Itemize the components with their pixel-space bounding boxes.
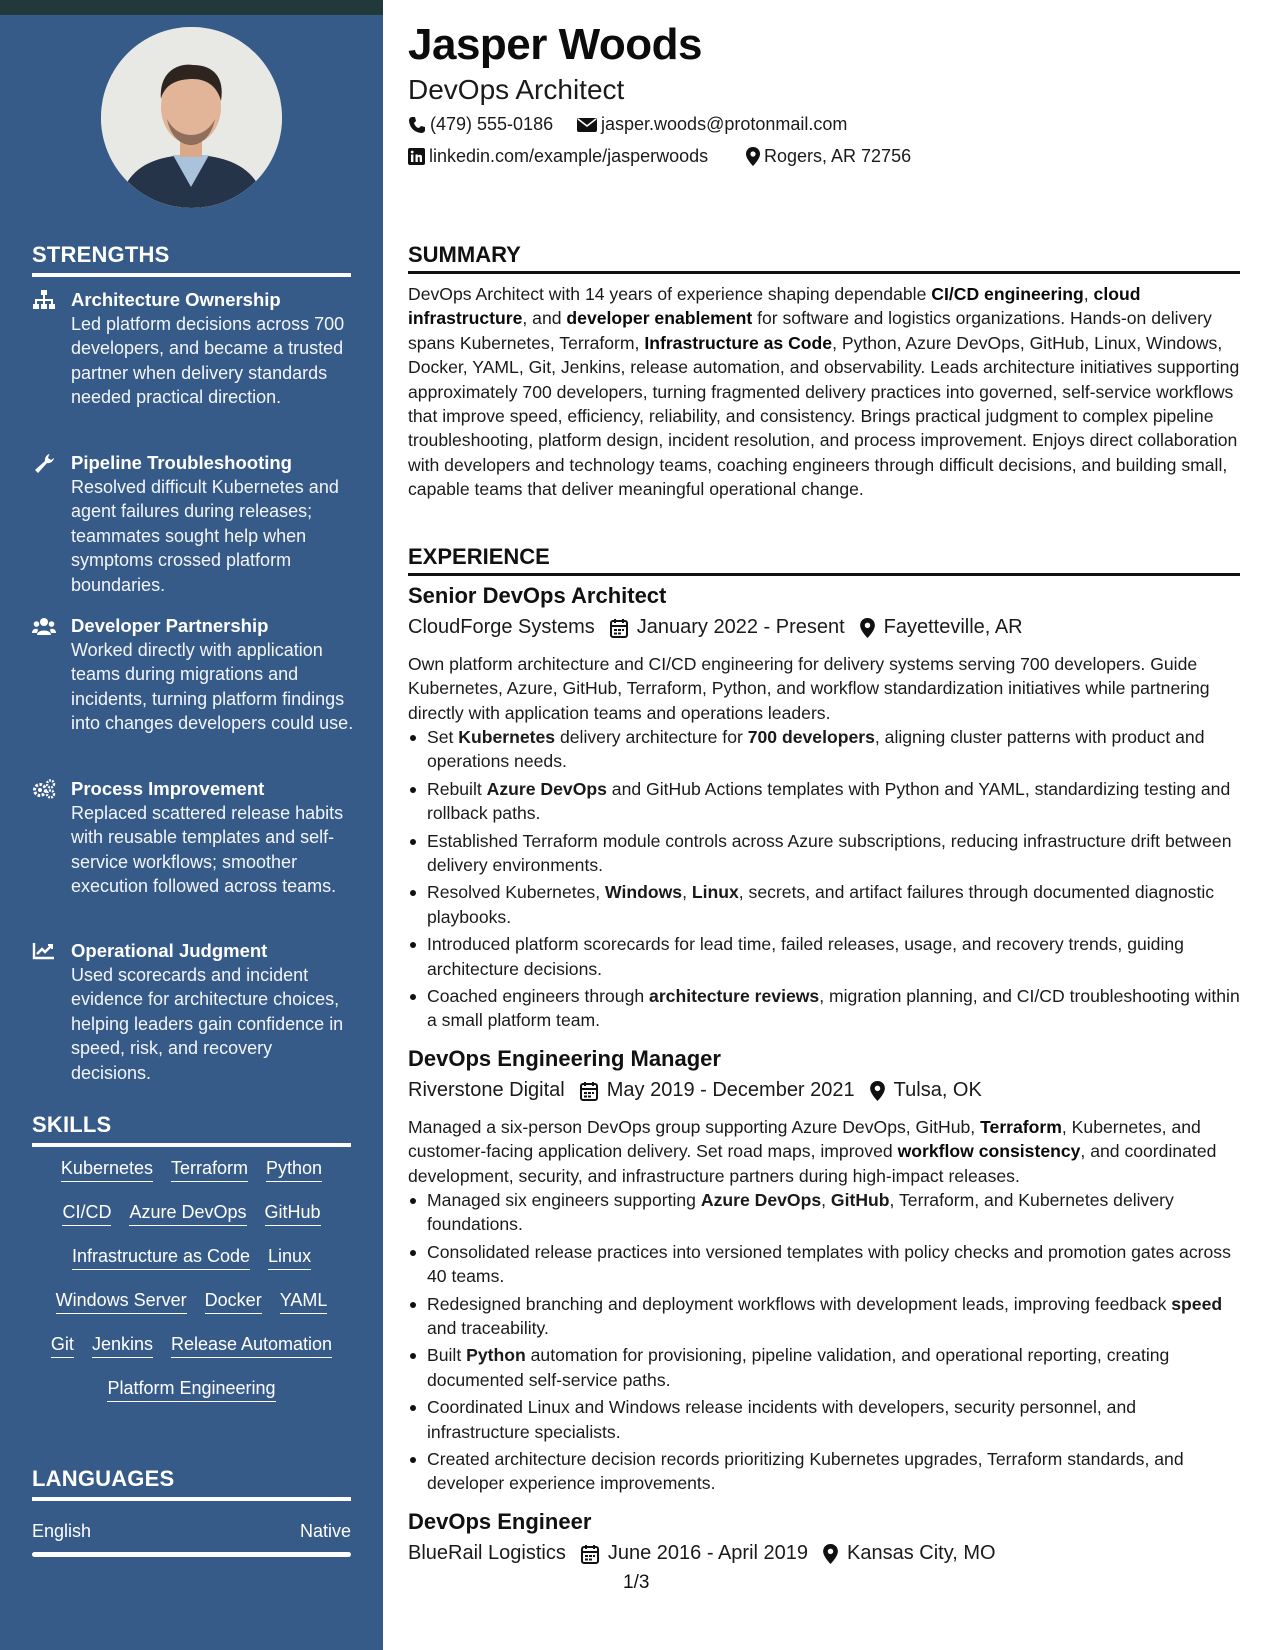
- users-icon: [32, 616, 56, 636]
- job-dates: May 2019 - December 2021: [606, 1079, 855, 1101]
- job-meta: [408, 1079, 982, 1102]
- contact-linkedin[interactable]: [408, 146, 708, 167]
- strength-title: Process Improvement: [71, 778, 265, 799]
- map-marker-icon: [823, 1544, 838, 1564]
- skill-tag: CI/CD: [62, 1201, 111, 1226]
- skill-tag: Terraform: [171, 1157, 248, 1182]
- email-text: jasper.woods@protonmail.com: [601, 114, 848, 134]
- strength-title: Operational Judgment: [71, 940, 268, 961]
- job-title: DevOps Engineering Manager: [408, 1046, 721, 1071]
- page-number: 1/3: [623, 1572, 650, 1593]
- strength-item: [32, 288, 357, 410]
- job-dates: January 2022 - Present: [636, 616, 845, 638]
- summary-text: DevOps Architect with 14 years of experience shaping dependable CI/CD engineering, cloud infrastructure, and developer enablement for software and logistics organizations. Hands-on delivery spans Kubernetes, Terraform, Infrastructure as Code, Python, Azure DevOps, GitHub, Linux, Windows, Docker, YAML, Git, Jenkins, release automation, and observability. Leads architecture initiatives supporting approximately 700 developers, turning fragmented delivery practices into governed, self-service workflows that improve speed, efficiency, reliability, and consistency. Brings practical judgment to complex pipeline troubleshooting, platform design, incident resolution, and process improvement. Enjoys direct collaboration with developers and technology teams, coaching engineers through difficult decisions, and building small, capable teams that deliver meaningful operational change.: [408, 284, 1240, 500]
- skill-tag: Infrastructure as Code: [72, 1245, 250, 1270]
- candidate-name: Jasper Woods: [408, 20, 702, 69]
- job-location: Tulsa, OK: [893, 1079, 982, 1101]
- company-name: CloudForge Systems: [408, 616, 595, 638]
- job-title: Senior DevOps Architect: [408, 583, 667, 608]
- strength-description: Used scorecards and incident evidence for architecture choices, helping leaders gain confidence in speed, risk, and recovery decisions.: [71, 965, 344, 1083]
- job-location: Kansas City, MO: [847, 1542, 996, 1564]
- sitemap-icon: [32, 290, 56, 310]
- job-bullet: Coached engineers through architecture reviews, migration planning, and CI/CD troubleshooting within a small platform team.: [408, 984, 1240, 1033]
- strength-title: Developer Partnership: [71, 615, 269, 636]
- strength-item: [32, 614, 357, 736]
- skill-tag: GitHub: [265, 1201, 321, 1226]
- candidate-title: DevOps Architect: [408, 74, 625, 105]
- job-bullet: Coordinated Linux and Windows release incidents with developers, security personnel, and infrastructure specialists.: [408, 1395, 1240, 1444]
- job-bullet: Consolidated release practices into versioned templates with policy checks and promotion gates across 40 teams.: [408, 1240, 1240, 1289]
- skill-tag: Kubernetes: [61, 1157, 153, 1182]
- sidebar-top-bar: [0, 0, 383, 15]
- job-bullet: Rebuilt Azure DevOps and GitHub Actions templates with Python and YAML, standardizing testing and rollback paths.: [408, 777, 1240, 826]
- phone-text: (479) 555-0186: [430, 114, 554, 134]
- strength-title: Architecture Ownership: [71, 289, 281, 310]
- contact-phone[interactable]: [408, 114, 553, 135]
- experience-heading: EXPERIENCE: [408, 544, 1240, 576]
- job-bullets: [408, 1188, 1240, 1499]
- skill-tag: Python: [266, 1157, 322, 1182]
- skill-tag: Git: [51, 1333, 74, 1358]
- job-summary: Managed a six-person DevOps group supporting Azure DevOps, GitHub, Terraform, Kubernetes, and customer-facing application delivery. Set road maps, improved workflow consistency, and coordinated development, security, and infrastructure partners during high-impact releases.: [408, 1117, 1217, 1186]
- strength-description: Worked directly with application teams during migrations and incidents, turning platform findings into changes developers could use.: [71, 640, 354, 734]
- skill-tag: Release Automation: [171, 1333, 332, 1358]
- calendar-icon: [610, 618, 628, 638]
- job-location: Fayetteville, AR: [883, 616, 1023, 638]
- job-bullet: Built Python automation for provisioning, pipeline validation, and operational reporting, creating documented self-service paths.: [408, 1343, 1240, 1392]
- location-text: Rogers, AR 72756: [764, 146, 912, 166]
- contact-location: [746, 146, 911, 167]
- job-bullet: Managed six engineers supporting Azure DevOps, GitHub, Terraform, and Kubernetes delivery foundations.: [408, 1188, 1240, 1237]
- skill-tag: YAML: [280, 1289, 328, 1314]
- language-level: Native: [299, 1521, 351, 1541]
- map-marker-icon: [746, 147, 760, 166]
- language-row: [32, 1521, 351, 1542]
- summary-heading: SUMMARY: [408, 242, 1240, 274]
- strength-item: [32, 939, 357, 1085]
- profile-photo: [101, 27, 282, 208]
- job-dates: June 2016 - April 2019: [607, 1542, 809, 1564]
- strength-description: Led platform decisions across 700 developers, and became a trusted partner when delivery standards needed practical direction.: [71, 314, 345, 408]
- calendar-icon: [580, 1081, 598, 1101]
- strength-item: [32, 451, 357, 597]
- strength-item: [32, 777, 357, 899]
- job-bullet: Set Kubernetes delivery architecture for 700 developers, aligning cluster patterns with product and operations needs.: [408, 725, 1240, 774]
- linkedin-icon: [408, 148, 425, 165]
- chart-line-icon: [32, 941, 56, 961]
- strength-description: Resolved difficult Kubernetes and agent failures during releases; teammates sought help when symptoms crossed platform boundaries.: [71, 477, 339, 595]
- envelope-icon: [577, 117, 597, 133]
- company-name: BlueRail Logistics: [408, 1542, 566, 1564]
- skill-tag: Docker: [205, 1289, 262, 1314]
- company-name: Riverstone Digital: [408, 1079, 565, 1101]
- skill-tag: Platform Engineering: [107, 1377, 275, 1402]
- strength-title: Pipeline Troubleshooting: [71, 452, 292, 473]
- sidebar: [0, 0, 383, 1650]
- job-bullet: Resolved Kubernetes, Windows, Linux, secrets, and artifact failures through documented diagnostic playbooks.: [408, 880, 1240, 929]
- gears-icon: [32, 779, 56, 799]
- strengths-heading: STRENGTHS: [32, 242, 351, 277]
- strength-description: Replaced scattered release habits with reusable templates and self-service workflows; smoother execution followed across teams.: [71, 803, 344, 897]
- wrench-icon: [32, 453, 56, 473]
- job-summary: Own platform architecture and CI/CD engineering for delivery systems serving 700 developers. Guide Kubernetes, Azure, GitHub, Terraform, Python, and workflow standardization initiatives while partnering directly with application teams and operations leaders.: [408, 654, 1210, 723]
- job-title: DevOps Engineer: [408, 1509, 592, 1534]
- map-marker-icon: [870, 1081, 885, 1101]
- language-proficiency-bar: [32, 1552, 351, 1557]
- job-meta: [408, 1542, 996, 1565]
- job-bullets: [408, 725, 1240, 1036]
- language-name: English: [32, 1521, 92, 1541]
- job-meta: [408, 616, 1023, 639]
- job-bullet: Redesigned branching and deployment workflows with development leads, improving feedback speed and traceability.: [408, 1292, 1240, 1341]
- skills-heading: SKILLS: [32, 1112, 351, 1147]
- contact-email[interactable]: [577, 114, 847, 135]
- job-bullet: Created architecture decision records prioritizing Kubernetes upgrades, Terraform standards, and developer experience improvements.: [408, 1447, 1240, 1496]
- skills-list: [32, 1157, 351, 1421]
- job-bullet: Established Terraform module controls across Azure subscriptions, reducing infrastructure drift between delivery environments.: [408, 829, 1240, 878]
- linkedin-text: linkedin.com/example/jasperwoods: [429, 146, 709, 166]
- skill-tag: Linux: [268, 1245, 311, 1270]
- phone-icon: [408, 116, 426, 134]
- map-marker-icon: [860, 618, 875, 638]
- job-bullet: Introduced platform scorecards for lead time, failed releases, usage, and recovery trends, guiding architecture decisions.: [408, 932, 1240, 981]
- skill-tag: Jenkins: [92, 1333, 153, 1358]
- calendar-icon: [581, 1544, 599, 1564]
- skill-tag: Azure DevOps: [129, 1201, 246, 1226]
- skill-tag: Windows Server: [56, 1289, 187, 1314]
- languages-heading: LANGUAGES: [32, 1466, 351, 1501]
